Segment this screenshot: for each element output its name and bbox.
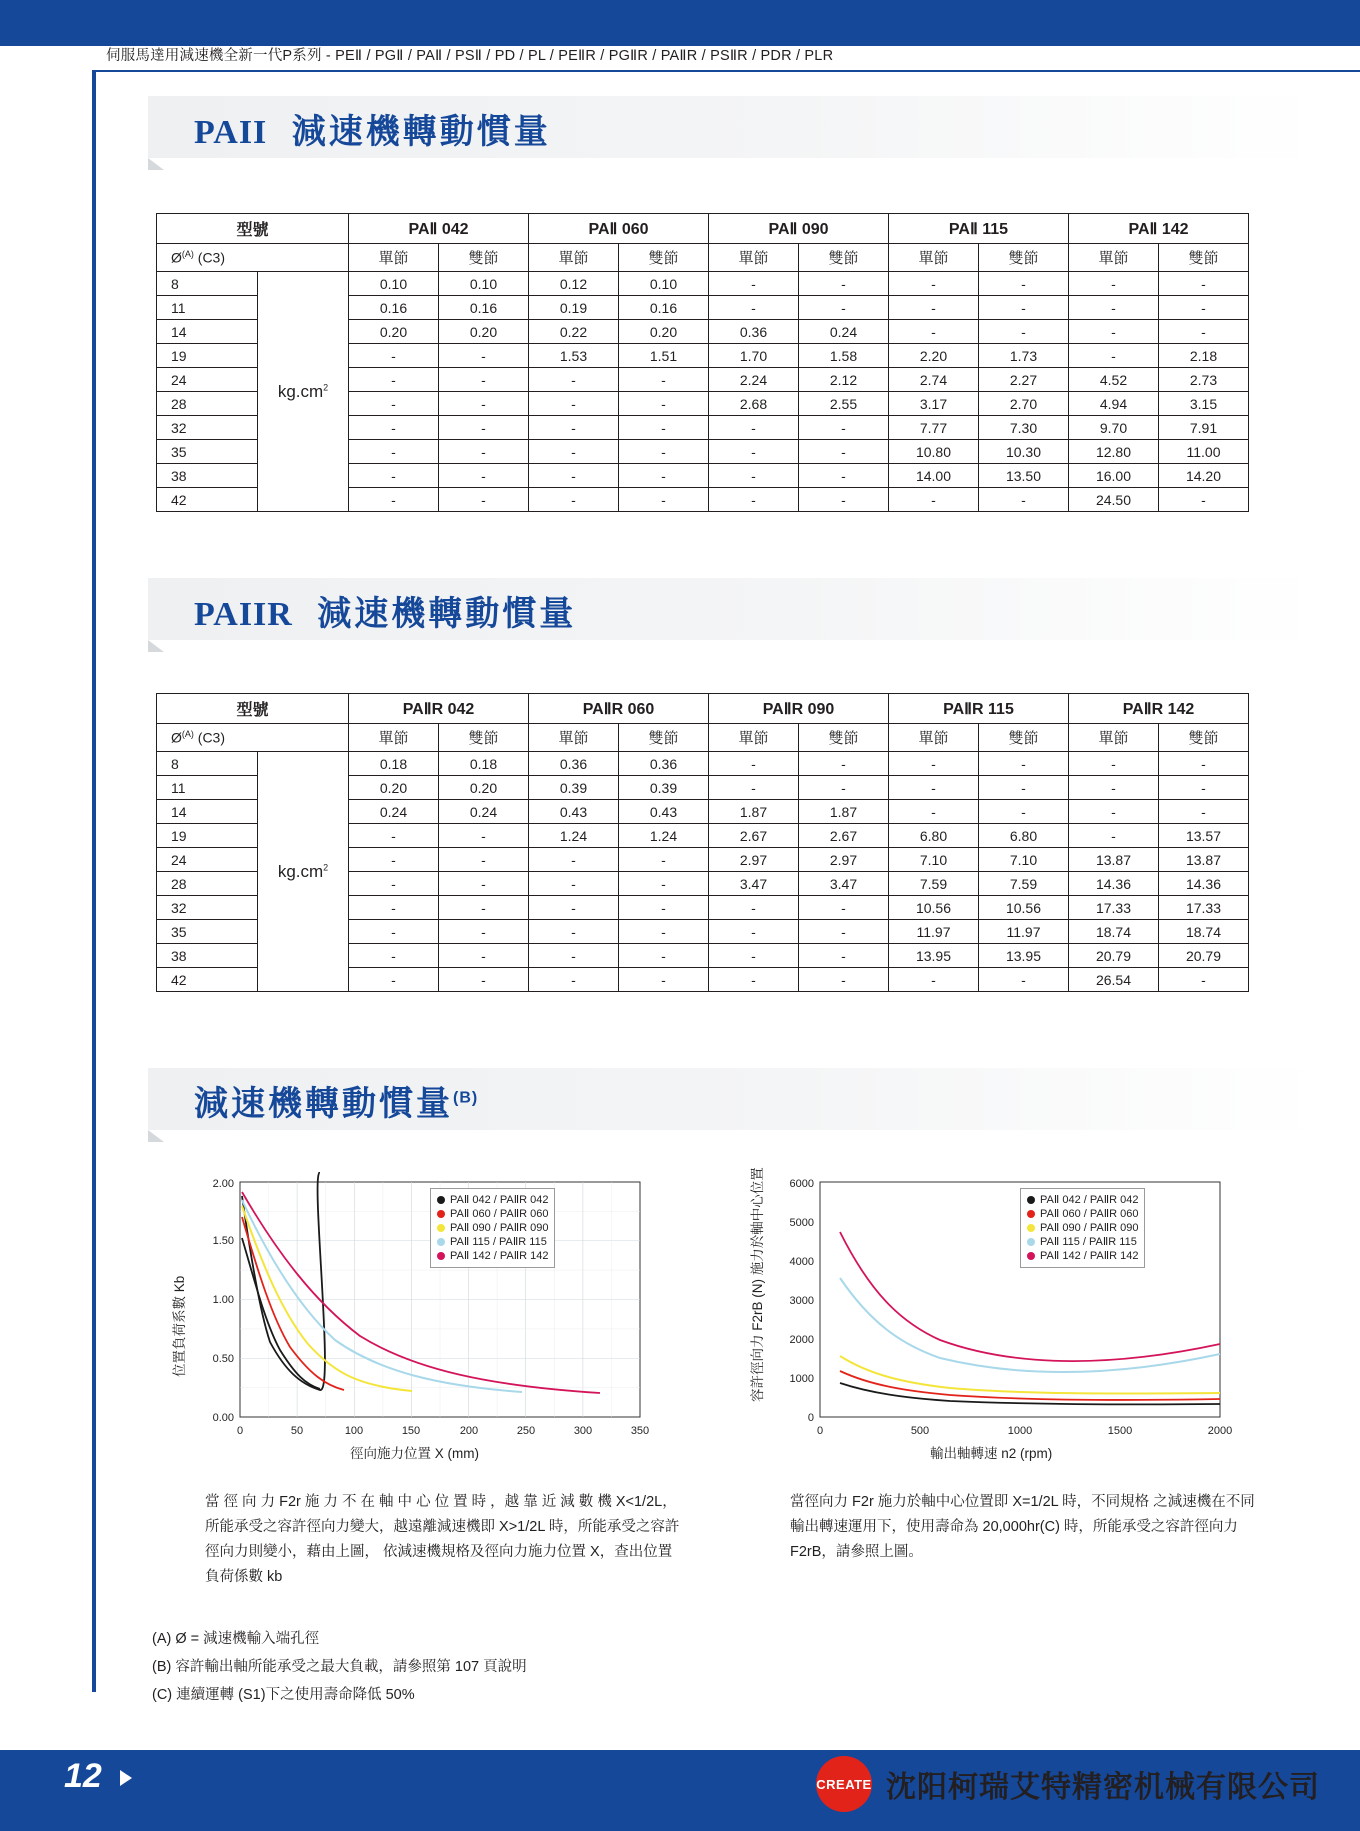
table-row: 38 - - - - - - 13.95 13.95 20.79 20.79: [157, 944, 1249, 968]
table1-unit: [258, 272, 349, 512]
section-code-1b: II: [238, 114, 268, 151]
table-row: 42 - - - - - - - - 24.50 -: [157, 488, 1249, 512]
svg-text:1.50: 1.50: [212, 1235, 234, 1247]
svg-text:100: 100: [344, 1425, 364, 1437]
page-arrow-icon: [120, 1770, 132, 1786]
band-notch-2: [148, 640, 164, 652]
table-row: 32 - - - - - - 7.77 7.30 9.70 7.91: [157, 416, 1249, 440]
table-row: 28 - - - - 3.47 3.47 7.59 7.59 14.36 14.36: [157, 872, 1249, 896]
svg-text:2.00: 2.00: [212, 1178, 234, 1190]
chart2-svg: [740, 1172, 1260, 1472]
table1-sub-060-1: 單節: [529, 244, 619, 272]
svg-text:50: 50: [290, 1425, 304, 1437]
breadcrumb: 伺服馬達用減速機全新一代P系列 - PEⅡ / PGⅡ / PAⅡ / PSⅡ / PD / PL / PEⅡR / PGⅡR / PAⅡR / PSⅡR / PDR / PLR: [106, 48, 834, 64]
table1-sub-142-1: 單節: [1069, 244, 1159, 272]
table2-model-060: PAⅡR 060: [529, 694, 709, 724]
svg-text:300: 300: [573, 1425, 593, 1437]
note-b: (B) 容許輸出軸所能承受之最大負載，請參照第 107 頁說明: [152, 1659, 527, 1675]
paragraph-right: 當徑向力 F2r 施力於軸中心位置即 X=1/2L 時，不同規格 之減速機在不同輸出轉速運用下，使用壽命為 20,000hr(C) 時，所能承受之容許徑向力 F2rB，請參照上圖。: [790, 1494, 1255, 1560]
section-title-2-cn: 減速機轉動慣量: [304, 595, 577, 633]
table1-model-060: PAⅡ 060: [529, 214, 709, 244]
chart1-legend: [430, 1188, 555, 1268]
legend-item: PAⅡ 115 / PAⅡR 115: [437, 1235, 548, 1249]
legend-dot-icon: [1027, 1224, 1035, 1232]
page-tab: [40, 1752, 180, 1798]
svg-text:150: 150: [401, 1425, 421, 1437]
table1-sub-115-1: 單節: [889, 244, 979, 272]
create-logo-icon: [816, 1756, 872, 1812]
svg-text:0: 0: [236, 1425, 244, 1437]
table2-sub-042-2: 雙節: [439, 724, 529, 752]
table1-sub-090-1: 單節: [709, 244, 799, 272]
svg-text:1000: 1000: [789, 1373, 814, 1385]
legend-dot-icon: [1027, 1238, 1035, 1246]
table-row: 11 0.16 0.16 0.19 0.16 - - - - - -: [157, 296, 1249, 320]
chart1-ylabel: 位置負荷系數 Kb: [172, 1275, 187, 1377]
table-row: 14 0.24 0.24 0.43 0.43 1.87 1.87 - - - -: [157, 800, 1249, 824]
table-row: 24 - - - - 2.24 2.12 2.74 2.27 4.52 2.73: [157, 368, 1249, 392]
table2-sub-060-2: 雙節: [619, 724, 709, 752]
left-spine: [92, 70, 96, 1692]
table2-sub-115-1: 單節: [889, 724, 979, 752]
company-name: 沈阳柯瑞艾特精密机械有限公司: [886, 1771, 1320, 1804]
table2-sub-090-2: 雙節: [799, 724, 889, 752]
table1-sub-090-2: 雙節: [799, 244, 889, 272]
svg-text:500: 500: [910, 1425, 930, 1437]
dia-sup: (A): [181, 249, 194, 260]
band-notch-3: [148, 1130, 164, 1142]
section-code-2a: PA: [194, 596, 239, 633]
legend-item: PAⅡ 142 / PAⅡR 142: [437, 1249, 548, 1263]
chart2-legend: [1020, 1188, 1145, 1268]
table1-sub-115-2: 雙節: [979, 244, 1069, 272]
section-title-1: [194, 104, 551, 153]
footer-company: [816, 1756, 1320, 1812]
legend-dot-icon: [437, 1224, 445, 1232]
table1-sub-042-2: 雙節: [439, 244, 529, 272]
table-row: 28 - - - - 2.68 2.55 3.17 2.70 4.94 3.15: [157, 392, 1249, 416]
logo-text: CREATE: [816, 1776, 872, 1792]
chart1-xlabel: 徑向施力位置 X (mm): [350, 1446, 479, 1461]
legend-dot-icon: [1027, 1252, 1035, 1260]
legend-dot-icon: [1027, 1210, 1035, 1218]
table2-sub-060-1: 單節: [529, 724, 619, 752]
legend-dot-icon: [437, 1196, 445, 1204]
table-row: 19 - - 1.53 1.51 1.70 1.58 2.20 1.73 - 2.18: [157, 344, 1249, 368]
legend-item: PAⅡ 042 / PAⅡR 042: [1027, 1193, 1138, 1207]
svg-text:0.50: 0.50: [212, 1353, 234, 1365]
svg-text:0: 0: [816, 1425, 824, 1437]
section-title-3-cn: 減速機轉動慣量: [194, 1085, 453, 1123]
svg-text:5000: 5000: [789, 1217, 814, 1229]
svg-text:1.00: 1.00: [212, 1294, 234, 1306]
table1-sub-060-2: 雙節: [619, 244, 709, 272]
svg-text:350: 350: [630, 1425, 650, 1437]
table1-dia-header: [157, 244, 349, 272]
table-row: 8 $kg.cm^2$ 0.18 0.18 0.36 0.36 - - - - - -: [157, 752, 1249, 776]
section-band-2: [148, 578, 1318, 640]
chart2-xlabel: 輸出軸轉速 n2 (rpm): [930, 1446, 1053, 1461]
legend-item: PAⅡ 115 / PAⅡR 115: [1027, 1235, 1138, 1249]
table2-model-115: PAⅡR 115: [889, 694, 1069, 724]
table-row: 19 - - 1.24 1.24 2.67 2.67 6.80 6.80 - 13.57: [157, 824, 1249, 848]
table2-sub-142-1: 單節: [1069, 724, 1159, 752]
notes-block: [152, 1625, 952, 1709]
legend-dot-icon: [437, 1210, 445, 1218]
table1-sub-042-1: 單節: [349, 244, 439, 272]
svg-text:0: 0: [807, 1412, 814, 1424]
table2-sub-042-1: 單節: [349, 724, 439, 752]
legend-item: PAⅡ 090 / PAⅡR 090: [1027, 1221, 1138, 1235]
note-c: (C) 連續運轉 (S1)下之使用壽命降低 50%: [152, 1687, 415, 1703]
table2-sub-090-1: 單節: [709, 724, 799, 752]
page-number: 12: [64, 1757, 102, 1795]
table-pa2r-inertia: [156, 693, 1249, 992]
svg-text:2000: 2000: [1207, 1425, 1233, 1437]
table-row: 24 - - - - 2.97 2.97 7.10 7.10 13.87 13.87: [157, 848, 1249, 872]
section-title-1-cn: 減速機轉動慣量: [279, 113, 551, 151]
legend-item: PAⅡ 090 / PAⅡR 090: [437, 1221, 548, 1235]
table2-model-142: PAⅡR 142: [1069, 694, 1249, 724]
table1-model-042: PAⅡ 042: [349, 214, 529, 244]
band-notch-1: [148, 158, 164, 170]
table1-model-115: PAⅡ 115: [889, 214, 1069, 244]
table2-model-header: 型號: [157, 694, 349, 724]
section-code-1a: PA: [194, 114, 239, 151]
section-code-2b: IIR: [238, 596, 293, 633]
legend-item: PAⅡ 142 / PAⅡR 142: [1027, 1249, 1138, 1263]
unit-sup: 2: [323, 381, 329, 392]
chart1-svg: [150, 1172, 670, 1472]
row-dia: 8: [157, 272, 258, 296]
table1-model-header: 型號: [157, 214, 349, 244]
dia-symbol: Ø: [171, 249, 182, 266]
svg-text:250: 250: [516, 1425, 536, 1437]
svg-text:200: 200: [459, 1425, 479, 1437]
legend-dot-icon: [437, 1252, 445, 1260]
legend-item: PAⅡ 060 / PAⅡR 060: [1027, 1207, 1138, 1221]
table-row: 8 $kg.cm^2$ 0.10 0.10 0.12 0.10 - - - - - -: [157, 272, 1249, 296]
table-row: 35 - - - - - - 11.97 11.97 18.74 18.74: [157, 920, 1249, 944]
chart-f2rb-speed: [740, 1167, 1260, 1472]
section-title-3: [194, 1076, 478, 1125]
table2-model-042: PAⅡR 042: [349, 694, 529, 724]
paragraph-left: 當 徑 向 力 F2r 施 力 不 在 軸 中 心 位 置 時 ，越 靠 近 減 數 機 X<1/2L，所能承受之容許徑向力變大，越遠離減速機即 X>1/2L 時，所能承受之容許徑向力則變小，藉由上圖， 依減速機規格及徑向力施力位置 X，查出位置負荷係數 kb: [205, 1494, 680, 1585]
table2-dia-header: $Ø^{(A)}$ (C3): [157, 724, 349, 752]
svg-text:3000: 3000: [789, 1295, 814, 1307]
table-row: 38 - - - - - - 14.00 13.50 16.00 14.20: [157, 464, 1249, 488]
svg-text:1500: 1500: [1107, 1425, 1133, 1437]
table-pa2-inertia: [156, 213, 1249, 512]
table2-model-090: PAⅡR 090: [709, 694, 889, 724]
table-row: 32 - - - - - - 10.56 10.56 17.33 17.33: [157, 896, 1249, 920]
legend-dot-icon: [437, 1238, 445, 1246]
section-title-3-sup: (B): [453, 1089, 479, 1107]
legend-dot-icon: [1027, 1196, 1035, 1204]
legend-item: PAⅡ 042 / PAⅡR 042: [437, 1193, 548, 1207]
svg-text:1000: 1000: [1007, 1425, 1033, 1437]
section-band-3: [148, 1068, 1318, 1130]
dia-c3: (C3): [197, 249, 226, 266]
section-title-2: [194, 586, 576, 635]
chart-kb-position-factor: [150, 1172, 670, 1472]
section-band-1: [148, 96, 1318, 158]
table2-unit: $kg.cm^2$: [258, 752, 349, 992]
note-a: (A) Ø = 減速機輸入端孔徑: [152, 1631, 320, 1647]
unit-text: kg.cm: [277, 381, 324, 401]
table1-model-142: PAⅡ 142: [1069, 214, 1249, 244]
legend-item: PAⅡ 060 / PAⅡR 060: [437, 1207, 548, 1221]
table-row: 42 - - - - - - - - 26.54 -: [157, 968, 1249, 992]
svg-text:6000: 6000: [789, 1178, 814, 1190]
table1-model-090: PAⅡ 090: [709, 214, 889, 244]
table-row: 35 - - - - - - 10.80 10.30 12.80 11.00: [157, 440, 1249, 464]
svg-text:4000: 4000: [789, 1256, 814, 1268]
chart2-ylabel: 容許徑向力 F2rB (N) 施力於軸中心位置: [750, 1167, 765, 1402]
table-row: 11 0.20 0.20 0.39 0.39 - - - - - -: [157, 776, 1249, 800]
svg-text:0.00: 0.00: [212, 1412, 234, 1424]
table-row: 14 0.20 0.20 0.22 0.20 0.36 0.24 - - - -: [157, 320, 1249, 344]
table2-sub-142-2: 雙節: [1159, 724, 1249, 752]
table2-sub-115-2: 雙節: [979, 724, 1069, 752]
svg-text:2000: 2000: [789, 1334, 814, 1346]
top-blue-bar: [0, 0, 1360, 46]
table1-sub-142-2: 雙節: [1159, 244, 1249, 272]
